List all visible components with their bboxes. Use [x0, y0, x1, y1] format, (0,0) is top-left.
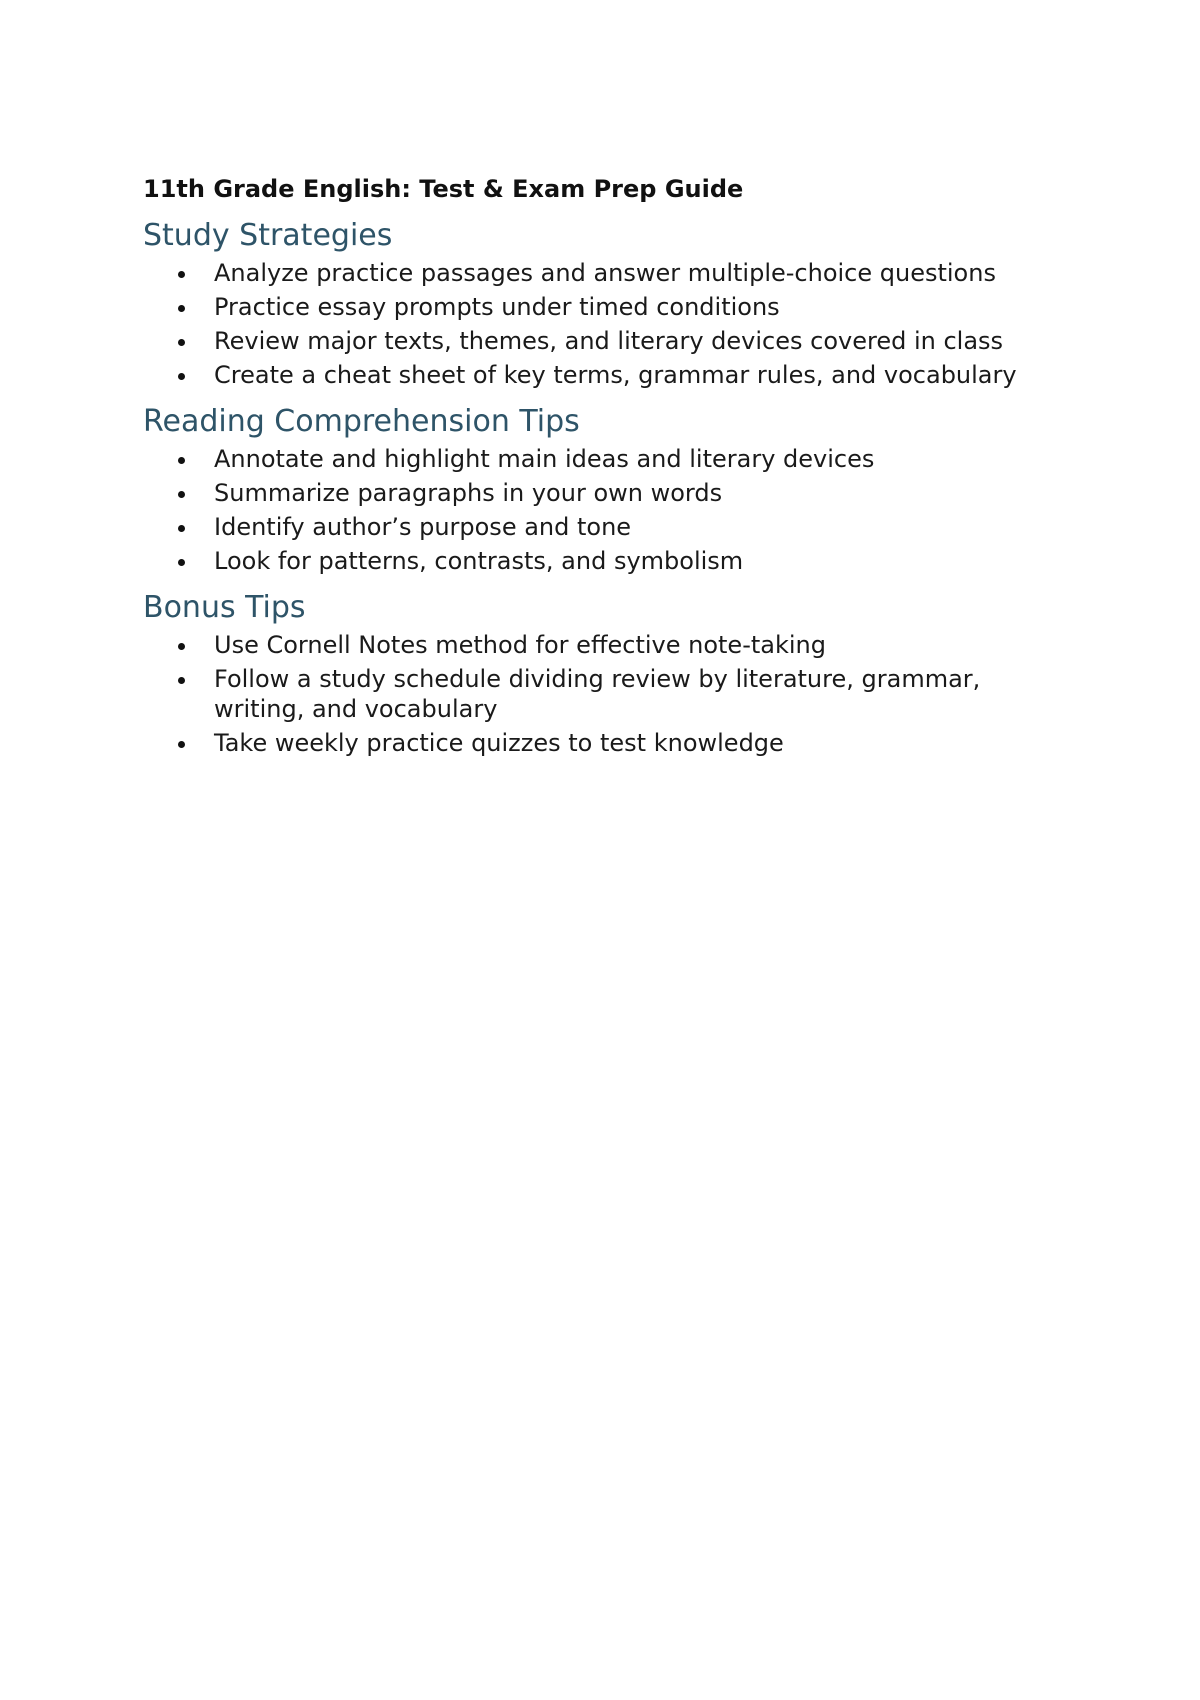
bullet-icon	[178, 491, 185, 498]
list-item	[143, 478, 1043, 508]
list-item	[143, 444, 1043, 474]
list-item	[143, 360, 1043, 390]
bullet-list	[143, 630, 1043, 758]
document-title: 11th Grade English: Test & Exam Prep Guide	[143, 175, 744, 203]
bullet-icon	[178, 305, 185, 312]
bullet-icon	[178, 677, 185, 684]
list-item	[143, 728, 1043, 758]
bullet-icon	[178, 525, 185, 532]
section-heading: Study Strategies	[143, 218, 393, 253]
document-content	[143, 172, 1043, 770]
bullet-list	[143, 258, 1043, 390]
list-item	[143, 664, 1043, 724]
bullet-icon	[178, 339, 185, 346]
list-item	[143, 512, 1043, 542]
list-item	[143, 326, 1043, 356]
list-item	[143, 630, 1043, 660]
list-item-text: Use Cornell Notes method for effective note-taking	[214, 631, 826, 659]
list-item-text: Take weekly practice quizzes to test knowledge	[214, 729, 784, 757]
bullet-icon	[178, 373, 185, 380]
bullet-icon	[178, 457, 185, 464]
list-item	[143, 292, 1043, 322]
list-item-text: Create a cheat sheet of key terms, grammar rules, and vocabulary	[214, 361, 1017, 389]
section-study-strategies	[143, 216, 1043, 390]
section-bonus-tips	[143, 588, 1043, 758]
list-item-text: Analyze practice passages and answer multiple-choice questions	[214, 259, 996, 287]
section-heading: Reading Comprehension Tips	[143, 404, 580, 439]
list-item-text: Look for patterns, contrasts, and symbolism	[214, 547, 744, 575]
bullet-icon	[178, 271, 185, 278]
bullet-icon	[178, 741, 185, 748]
list-item-text: Identify author’s purpose and tone	[214, 513, 632, 541]
list-item	[143, 546, 1043, 576]
section-reading-comprehension-tips	[143, 402, 1043, 576]
list-item-text: Summarize paragraphs in your own words	[214, 479, 723, 507]
list-item-text: Follow a study schedule dividing review by literature, grammar, writing, and vocabulary	[214, 665, 981, 723]
bullet-icon	[178, 559, 185, 566]
bullet-list	[143, 444, 1043, 576]
section-heading: Bonus Tips	[143, 590, 306, 625]
list-item-text: Practice essay prompts under timed conditions	[214, 293, 780, 321]
list-item	[143, 258, 1043, 288]
bullet-icon	[178, 643, 185, 650]
list-item-text: Annotate and highlight main ideas and literary devices	[214, 445, 875, 473]
list-item-text: Review major texts, themes, and literary devices covered in class	[214, 327, 1004, 355]
